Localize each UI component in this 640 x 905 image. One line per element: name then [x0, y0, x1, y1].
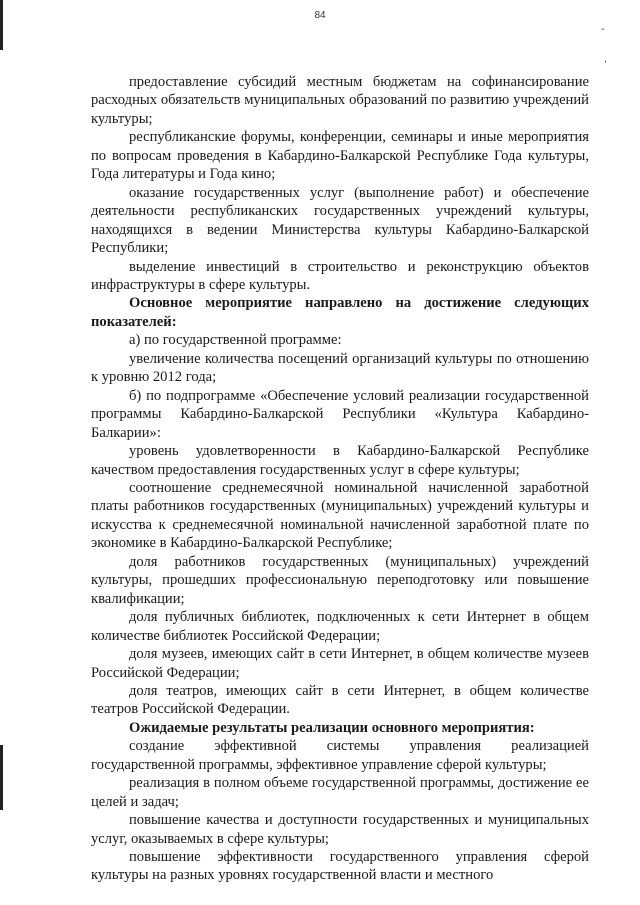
page-number: 84: [314, 10, 326, 21]
paragraph: б) по подпрограмме «Обеспечение условий реализации государственной программы Кабардино-Балкарской Республики «Культура Кабардино-Балкарии»:: [91, 387, 589, 441]
paragraph: доля музеев, имеющих сайт в сети Интернет, в общем количестве музеев Российской Федерации;: [91, 646, 589, 681]
paragraph: уровень удовлетворенности в Кабардино-Балкарской Республике качеством предоставления государственных услуг в сфере культуры;: [91, 443, 589, 478]
scan-edge-mark: [0, 745, 3, 810]
paragraph: создание эффективной системы управления реализацией государственной программы, эффективное управление сферой культуры;: [91, 738, 589, 773]
paragraph: увеличение количества посещений организаций культуры по отношению к уровню 2012 года;: [91, 350, 589, 386]
section-heading: Основное мероприятие направлено на достижение следующих показателей:: [91, 295, 589, 330]
document-body: [91, 73, 589, 885]
paragraph: а) по государственной программе:: [129, 332, 342, 349]
scan-edge-mark: [0, 0, 3, 50]
scan-speck: ˈ: [604, 60, 607, 71]
paragraph: доля театров, имеющих сайт в сети Интернет, в общем количестве театров Российской Федерации.: [91, 682, 589, 718]
paragraph: доля работников государственных (муниципальных) учреждений культуры, прошедших профессиональную переподготовку или повышение квалификации;: [91, 553, 589, 607]
paragraph: повышение качества и доступности государственных и муниципальных услуг, оказываемых в сфере культуры;: [91, 812, 589, 847]
paragraph: повышение эффективности государственного управления сферой культуры на разных уровнях государственной власти и местного: [91, 849, 589, 884]
paragraph: реализация в полном объеме государственной программы, достижение ее целей и задач;: [91, 775, 589, 810]
paragraph: выделение инвестиций в строительство и реконструкцию объектов инфраструктуры в сфере культуры.: [91, 258, 589, 293]
paragraph: предоставление субсидий местным бюджетам на софинансирование расходных обязательств муниципальных образований по развитию учреждений культуры;: [91, 74, 589, 127]
scan-speck: ‑: [601, 24, 605, 35]
paragraph: соотношение среднемесячной номинальной начисленной заработной платы работников государственных (муниципальных) учреждений культуры и искусства к среднемесячной номинальной начисленной заработной плате по экономике в Кабардино-Балкарской Республике;: [91, 479, 589, 552]
section-heading: Ожидаемые результаты реализации основного мероприятия:: [129, 719, 535, 736]
paragraph: доля публичных библиотек, подключенных к сети Интернет в общем количестве библиотек Российской Федерации;: [91, 609, 589, 644]
paragraph: оказание государственных услуг (выполнение работ) и обеспечение деятельности республиканских государственных учреждений культуры, находящихся в ведении Министерства культуры Кабардино-Балкарской Республики;: [91, 184, 589, 257]
paragraph: республиканские форумы, конференции, семинары и иные мероприятия по вопросам проведения в Кабардино-Балкарской Республике Года культуры, Года литературы и Года кино;: [91, 129, 589, 183]
